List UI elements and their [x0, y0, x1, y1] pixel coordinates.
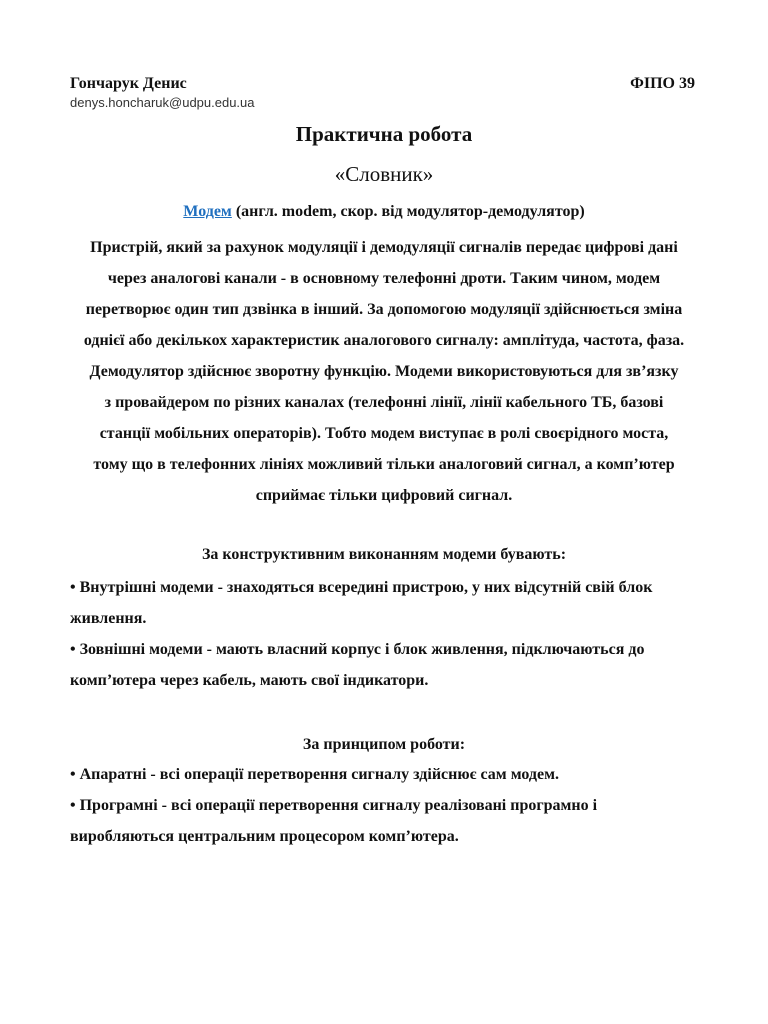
- section-heading-principle: За принципом роботи:: [302, 736, 466, 753]
- author-name: Гончарук Денис: [70, 75, 187, 92]
- author-email: denys.honcharuk@udpu.edu.ua: [70, 95, 255, 110]
- definition-line: сприймає тільки цифровий сигнал.: [255, 487, 513, 504]
- definition-line: однієї або декількох характеристик аналогового сигналу: амплітуда, частота, фаза.: [83, 332, 685, 349]
- definition-line: через аналогові канали - в основному телефонні дроти. Таким чином, модем: [107, 270, 661, 287]
- term-etymology: (англ. modem, скор. від модулятор-демодулятор): [231, 203, 585, 220]
- bullet-line: • Внутрішні модеми - знаходяться всередині пристрою, у них відсутній свій блок: [70, 579, 653, 596]
- bullet-line: • Програмні - всі операції перетворення сигналу реалізовані програмно і: [70, 797, 598, 814]
- bullet-hardware-modems: [70, 759, 700, 790]
- header-row: [70, 75, 695, 93]
- bullet-external-modems: [70, 634, 700, 696]
- bullet-line: живлення.: [70, 610, 147, 627]
- bullet-line: • Зовнішні модеми - мають власний корпус і блок живлення, підключаються до: [70, 641, 645, 658]
- document-title: Практична робота: [295, 122, 473, 146]
- section-heading-construction: За конструктивним виконанням модеми бувають:: [201, 546, 567, 563]
- bullet-line: комп’ютера через кабель, мають свої індикатори.: [70, 672, 429, 689]
- term-heading: [0, 201, 768, 223]
- definition-line: перетворює один тип дзвінка в інший. За допомогою модуляції здійснюється зміна: [85, 301, 683, 318]
- definition-line: Демодулятор здійснює зворотну функцію. Модеми використовуються для зв’язку: [89, 363, 679, 380]
- document-subtitle: «Словник»: [334, 162, 434, 186]
- definition-line: станції мобільних операторів). Тобто модем виступає в ролі своєрідного моста,: [99, 425, 669, 442]
- group-code: ФІПО 39: [630, 75, 695, 92]
- bullet-line: виробляються центральним процесором комп’ютера.: [70, 828, 459, 845]
- term-definition: [60, 232, 708, 511]
- term-link[interactable]: Модем: [183, 203, 232, 220]
- bullet-software-modems: [70, 790, 700, 852]
- definition-line: з провайдером по різних каналах (телефонні лінії, лінії кабельного ТБ, базові: [104, 394, 664, 411]
- definition-line: Пристрій, який за рахунок модуляції і демодуляції сигналів передає цифрові дані: [90, 239, 678, 256]
- definition-line: тому що в телефонних лініях можливий тільки аналоговий сигнал, а комп’ютер: [93, 456, 675, 473]
- bullet-line: • Апаратні - всі операції перетворення сигналу здійснює сам модем.: [70, 766, 560, 783]
- bullet-internal-modems: [70, 572, 700, 634]
